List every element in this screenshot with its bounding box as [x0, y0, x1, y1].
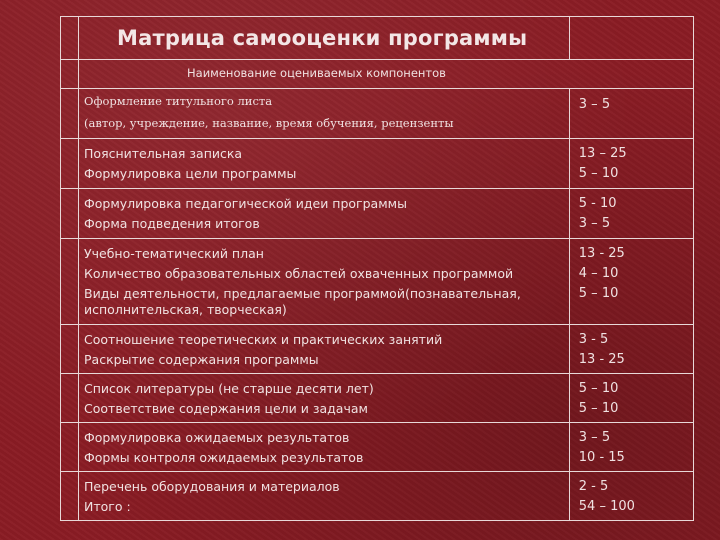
table-row: [61, 374, 694, 423]
score-value: 3 – 5: [578, 430, 611, 445]
score-cell: [569, 325, 693, 374]
gutter-cell: [61, 423, 79, 472]
score-value: 5 - 10: [578, 196, 617, 211]
table-row: [61, 325, 694, 374]
gutter-cell: [61, 325, 79, 374]
gutter-cell: [61, 139, 79, 189]
component-cell: [79, 325, 570, 374]
table-row: [61, 423, 694, 472]
score-value: 4 – 10: [578, 266, 619, 281]
score-value: 13 – 25: [578, 146, 627, 161]
score-cell: [569, 374, 693, 423]
score-value: 5 – 10: [578, 286, 619, 301]
gutter-cell: [61, 239, 79, 325]
component-line: Раскрытие содержания программы: [84, 352, 319, 367]
gutter-cell: [61, 472, 79, 521]
component-cell: [79, 89, 570, 139]
component-line: Оформление титульного листа: [84, 94, 273, 108]
subtitle-row: [61, 60, 694, 89]
page-title: Матрица самооценки программы: [117, 26, 528, 50]
score-value: 13 - 25: [578, 246, 625, 261]
gutter-cell: [61, 189, 79, 239]
component-line: Соответствие содержания цели и задачам: [84, 401, 368, 416]
table-row: [61, 89, 694, 139]
table-row: [61, 189, 694, 239]
self-assessment-matrix: [60, 16, 694, 521]
gutter-cell: [61, 17, 79, 60]
component-line: Форма подведения итогов: [84, 216, 260, 231]
score-value: 5 – 10: [578, 401, 619, 416]
gutter-cell: [61, 89, 79, 139]
component-line: Перечень оборудования и материалов: [84, 479, 340, 494]
component-line: Виды деятельности, предлагаемые программой(познавательная, исполнительская, творческая): [84, 286, 521, 317]
component-cell: [79, 189, 570, 239]
score-value: 3 – 5: [578, 97, 611, 112]
component-line: Пояснительная записка: [84, 146, 243, 161]
component-line: Формулировка ожидаемых результатов: [84, 430, 350, 445]
component-cell: [79, 374, 570, 423]
table-row: [61, 239, 694, 325]
table-row: [61, 472, 694, 521]
score-cell: [569, 139, 693, 189]
score-value: 10 - 15: [578, 450, 625, 465]
component-cell: [79, 423, 570, 472]
score-cell: [569, 239, 693, 325]
component-cell: [79, 472, 570, 521]
component-line: Формулировка педагогической идеи программы: [84, 196, 407, 211]
component-line: Учебно-тематический план: [84, 246, 264, 261]
score-value: 5 – 10: [578, 166, 619, 181]
score-cell: [569, 472, 693, 521]
component-cell: [79, 139, 570, 189]
score-cell: [569, 89, 693, 139]
subtitle-cell: [79, 60, 694, 89]
score-value: 2 - 5: [578, 479, 609, 494]
component-line: Формулировка цели программы: [84, 166, 297, 181]
component-line: (автор, учреждение, название, время обучения, рецензенты: [84, 116, 454, 130]
score-value: 3 - 5: [578, 332, 609, 347]
component-line: Итого :: [84, 499, 131, 514]
score-value: 54 – 100: [578, 499, 635, 514]
gutter-cell: [61, 374, 79, 423]
component-line: Соотношение теоретических и практических занятий: [84, 332, 443, 347]
component-cell: [79, 239, 570, 325]
component-line: Список литературы (не старше десяти лет): [84, 381, 374, 396]
score-value: 3 – 5: [578, 216, 611, 231]
component-line: Количество образовательных областей охваченных программой: [84, 266, 514, 281]
component-line: Формы контроля ожидаемых результатов: [84, 450, 364, 465]
score-value: 13 - 25: [578, 352, 625, 367]
score-cell: [569, 189, 693, 239]
score-value: 5 – 10: [578, 381, 619, 396]
components-header: Наименование оцениваемых компонентов: [187, 66, 446, 80]
gutter-cell: [61, 60, 79, 89]
score-cell: [569, 423, 693, 472]
table-row: [61, 139, 694, 189]
title-right-cell: [569, 17, 693, 60]
title-cell: [79, 17, 570, 60]
title-row: [61, 17, 694, 60]
